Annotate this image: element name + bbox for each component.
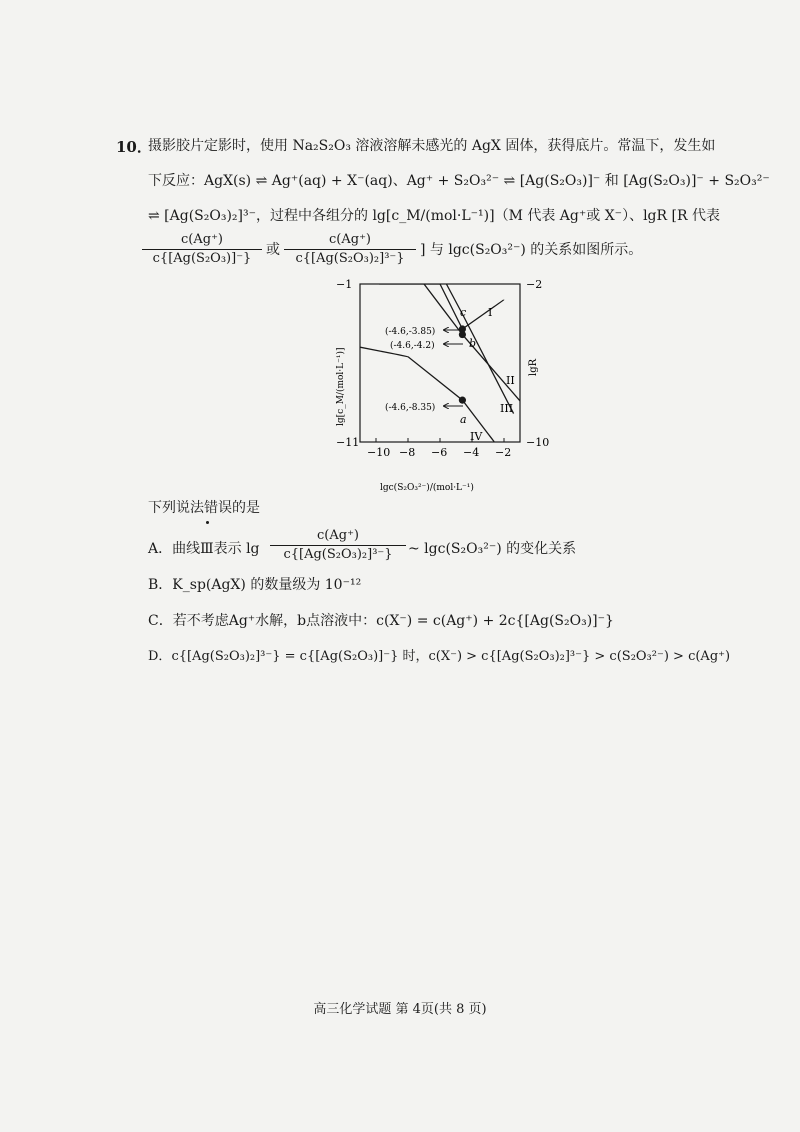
point-coord-c: (-4.6,-3.85) [385,327,436,337]
point-b [459,331,466,338]
x-axis-label: lgc(S₂O₃²⁻)/(mol·L⁻¹) [380,483,474,493]
point-label-c: c [460,306,467,319]
option-b[interactable] [148,574,361,594]
fraction-r1-numerator: c(Ag⁺) [181,232,223,247]
fraction-r1-denominator: c{[Ag(S₂O₃)]⁻} [152,251,252,266]
series-line-iii [446,284,513,414]
x-tick-label: −6 [431,446,448,459]
option-c[interactable] [148,610,614,630]
x-tick-label: −4 [463,446,480,459]
y-right-axis-label: lgR [528,358,539,376]
option-a[interactable] [148,538,260,558]
prompt-text: 下列说法错误的是 [148,500,260,516]
fraction-bar [270,545,406,546]
option-a-denominator: c{[Ag(S₂O₃)₂]³⁻} [283,547,393,562]
option-a-numerator: c(Ag⁺) [317,528,359,543]
option-b-letter: B． [148,577,173,593]
point-a [459,397,466,404]
or-text: 或 [266,242,280,258]
y-right-tick-label: −10 [526,436,550,449]
option-c-letter: C． [148,613,173,629]
option-d-text: c{[Ag(S₂O₃)₂]³⁻} = c{[Ag(S₂O₃)]⁻} 时，c(X⁻) > c{[Ag(S₂O₃)₂]³⁻} > c(S₂O₃²⁻) > c(Ag⁺) [171,649,731,664]
option-a-text-before: 曲线Ⅲ表示 lg [172,541,260,557]
question-line-4-tail: ] 与 lgc(S₂O₃²⁻) 的关系如图所示。 [420,242,643,258]
option-a-letter: A． [148,541,173,557]
fraction-r1 [142,232,262,267]
option-d[interactable] [148,645,730,664]
option-a-fraction [270,528,406,563]
fraction-bar [142,249,262,250]
series-line-iv [360,347,494,442]
fraction-r2-denominator: c{[Ag(S₂O₃)₂]³⁻} [295,251,405,266]
plot-frame [360,284,520,442]
fraction-r2 [284,232,416,267]
point-label-b: b [469,337,477,350]
question-line-1: 摄影胶片定影时，使用 Na₂S₂O₃ 溶液溶解未感光的 AgX 固体，获得底片。常温下，发生如 [148,138,716,154]
curve-label-ii: II [506,374,515,387]
point-coord-a: (-4.6,-8.35) [385,403,436,413]
curve-label-iii: III [500,402,514,415]
y-left-tick-label: −11 [336,436,360,449]
option-c-text: 若不考虑Ag⁺水解，b点溶液中：c(X⁻) = c(Ag⁺) + 2c{[Ag(S₂O₃)]⁻} [172,613,614,629]
y-left-axis-label: lg[c_M/(mol·L⁻¹)] [336,347,346,426]
y-right-tick-label: −2 [526,278,543,291]
x-tick-label: −8 [399,446,416,459]
curve-label-i: I [488,306,493,319]
x-tick-label: −2 [495,446,512,459]
x-tick-label: −10 [367,446,391,459]
option-a-text-after: ~ lgc(S₂O₃²⁻) 的变化关系 [408,541,577,557]
y-left-tick-label: −1 [336,278,353,291]
option-d-letter: D． [148,649,172,664]
fraction-r2-numerator: c(Ag⁺) [329,232,371,247]
point-coord-b: (-4.6,-4.2) [390,341,435,351]
question-number: 10． [116,138,152,156]
page-footer: 高三化学试题 第 4页(共 8 页) [313,1002,487,1017]
fraction-bar [284,249,416,250]
chart [330,276,560,496]
option-b-text: K_sp(AgX) 的数量级为 10⁻¹² [172,577,362,593]
question-line-3: ⇌ [Ag(S₂O₃)₂]³⁻，过程中各组分的 lg[c_M/(mol·L⁻¹)]（M 代表 Ag⁺或 X⁻）、lgR [R 代表 [148,208,720,224]
emphasis-dot [206,521,209,524]
point-label-a: a [460,413,467,426]
curve-label-iv: IV [470,430,483,443]
question-line-2: 下反应：AgX(s) ⇌ Ag⁺(aq) + X⁻(aq)、Ag⁺ + S₂O₃²⁻ ⇌ [Ag(S₂O₃)]⁻ 和 [Ag(S₂O₃)]⁻ + S₂O₃²⁻ [148,173,770,189]
